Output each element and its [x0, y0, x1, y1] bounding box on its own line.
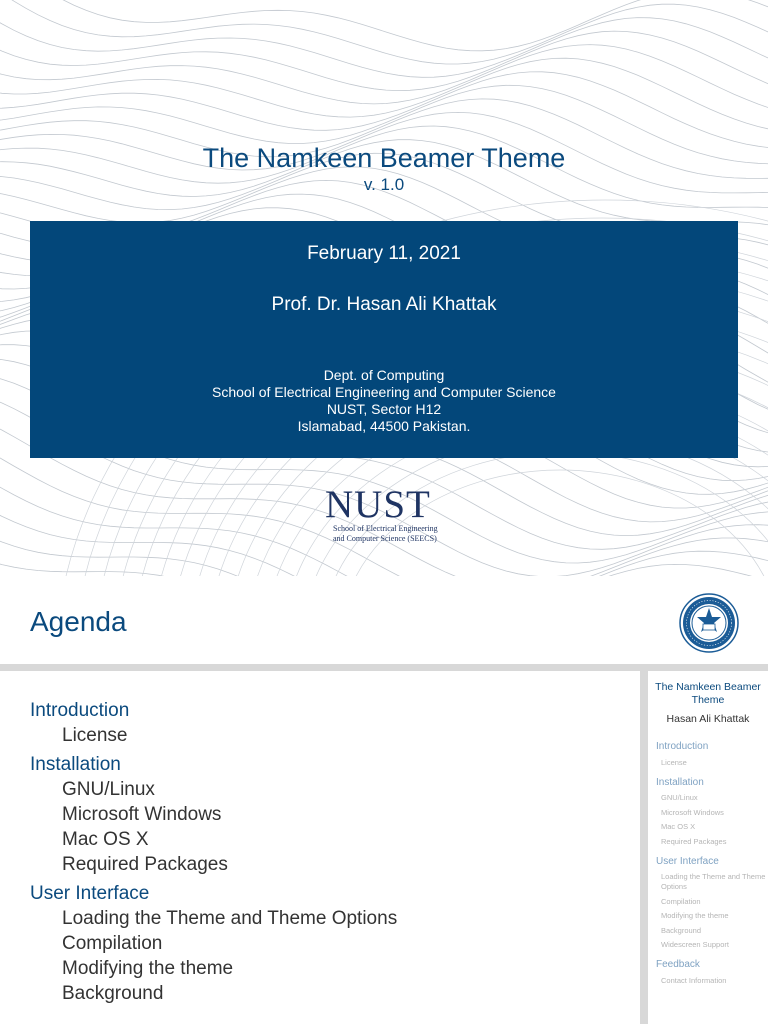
sidebar-title: The Namkeen Beamer Theme — [655, 681, 761, 706]
toc-subsection[interactable]: Required Packages — [62, 854, 228, 875]
sidebar-subsection-link[interactable]: Loading the Theme and Theme Options — [661, 872, 766, 891]
sidebar-section-link[interactable]: Introduction — [656, 741, 709, 752]
logo-wordmark: NUST — [325, 483, 431, 526]
sidebar-subsection-link[interactable]: Compilation — [661, 896, 701, 906]
wave-line — [0, 0, 768, 64]
sidebar-subsection-link[interactable]: Required Packages — [661, 836, 727, 846]
title-separator-bar — [0, 664, 768, 671]
toc-subsection[interactable]: Modifying the theme — [62, 958, 234, 979]
sidebar-section-link[interactable]: Installation — [656, 776, 704, 788]
wave-line — [0, 17, 768, 77]
toc-subsection[interactable]: Compilation — [62, 933, 163, 954]
wave-line — [0, 0, 768, 51]
sidebar-author: Hasan Ali Khattak — [666, 713, 750, 725]
toc-subsection[interactable]: Loading the Theme and Theme Options — [62, 908, 398, 929]
toc-section[interactable]: Introduction — [30, 700, 130, 721]
nust-logo — [325, 483, 449, 544]
sidebar-subsection-link[interactable]: License — [661, 757, 687, 767]
presentation-date: February 11, 2021 — [307, 243, 461, 264]
sidebar-section-link[interactable]: User Interface — [656, 855, 719, 867]
toc-subsection[interactable]: Microsoft Windows — [62, 804, 222, 825]
presentation-author: Prof. Dr. Hasan Ali Khattak — [271, 294, 497, 315]
navigation-sidebar — [648, 671, 768, 1024]
affiliation-line: Islamabad, 44500 Pakistan. — [297, 418, 471, 434]
logo-subtitle — [333, 524, 449, 544]
table-of-contents — [30, 698, 630, 1010]
sidebar-subsection-link[interactable]: Contact Information — [661, 975, 727, 985]
toc-subsection[interactable]: GNU/Linux — [62, 779, 155, 800]
toc-group — [30, 698, 630, 748]
toc-section[interactable]: User Interface — [30, 883, 150, 904]
toc-group — [30, 881, 630, 1006]
sidebar-subsection-link[interactable]: Background — [661, 925, 702, 935]
affiliation-line: Dept. of Computing — [323, 367, 445, 383]
toc-subsection[interactable]: License — [62, 725, 128, 746]
sidebar-section-link[interactable]: Feedback — [656, 959, 700, 970]
university-seal-icon — [679, 593, 739, 653]
affiliation-line: NUST, Sector H12 — [326, 401, 442, 417]
author-affiliation — [30, 367, 738, 435]
logo-subtitle-line: School of Electrical Engineering — [333, 524, 438, 533]
title-info-box — [30, 221, 738, 458]
sidebar-subsection-link[interactable]: GNU/Linux — [661, 793, 698, 802]
presentation-title: The Namkeen Beamer Theme — [202, 143, 566, 173]
sidebar-subsection-link[interactable]: Widescreen Support — [661, 940, 729, 949]
sidebar-divider — [640, 671, 648, 1024]
wave-line — [0, 45, 768, 109]
title-block — [0, 142, 768, 195]
sidebar-subsection-link[interactable]: Mac OS X — [661, 822, 696, 831]
presentation-version: v. 1.0 — [363, 175, 405, 194]
toc-group — [30, 752, 630, 877]
slide-title: Agenda — [30, 606, 127, 637]
wave-line — [0, 72, 768, 148]
agenda-slide — [0, 576, 768, 1024]
wave-line — [0, 561, 768, 576]
logo-subtitle-line: and Computer Science (SEECS) — [333, 534, 437, 543]
toc-subsection[interactable]: Background — [62, 983, 164, 1004]
toc-section[interactable]: Installation — [30, 754, 121, 775]
sidebar-nav — [648, 741, 768, 986]
sidebar-subsection-link[interactable]: Microsoft Windows — [661, 807, 724, 817]
affiliation-line: School of Electrical Engineering and Computer Science — [212, 384, 556, 400]
toc-subsection[interactable]: Mac OS X — [62, 829, 149, 850]
sidebar-subsection-link[interactable]: Modifying the theme — [661, 911, 729, 920]
